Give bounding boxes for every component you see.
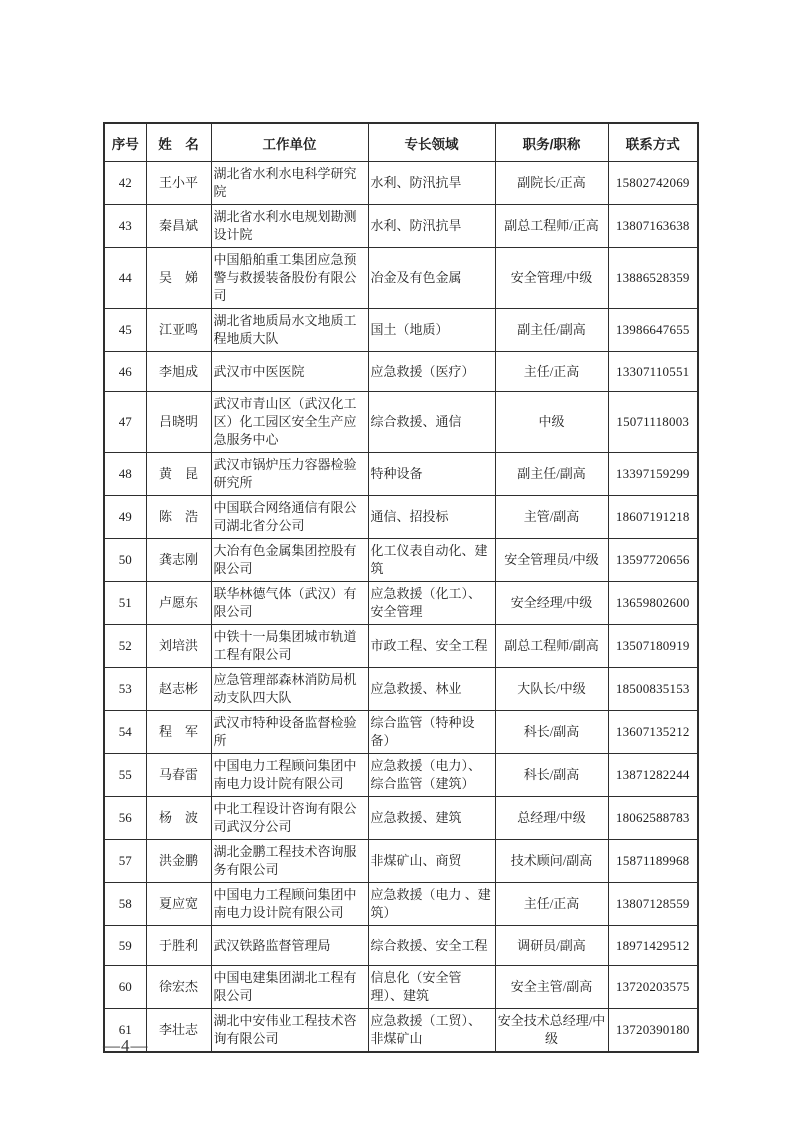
cell-position-title: 副主任/副高 [495, 453, 608, 496]
col-header-contact: 联系方式 [608, 123, 698, 162]
cell-name: 陈 浩 [146, 496, 211, 539]
cell-specialty: 应急救援（电力）、综合监管（建筑） [368, 754, 495, 797]
table-row [104, 711, 698, 754]
cell-work-unit: 联华林德气体（武汉）有限公司 [211, 582, 368, 625]
cell-phone: 15071118003 [608, 392, 698, 453]
page-number: —4— [103, 1036, 149, 1055]
cell-phone: 13886528359 [608, 248, 698, 309]
table-row [104, 668, 698, 711]
table-header-row [104, 123, 698, 162]
table-row [104, 539, 698, 582]
cell-phone: 13659802600 [608, 582, 698, 625]
cell-name: 秦昌斌 [146, 205, 211, 248]
cell-position-title: 副主任/副高 [495, 309, 608, 352]
cell-name: 吕晓明 [146, 392, 211, 453]
cell-work-unit: 中铁十一局集团城市轨道工程有限公司 [211, 625, 368, 668]
cell-serial-number: 48 [104, 453, 146, 496]
cell-serial-number: 47 [104, 392, 146, 453]
cell-serial-number: 57 [104, 840, 146, 883]
cell-position-title: 安全技术总经理/中级 [495, 1009, 608, 1053]
cell-serial-number: 54 [104, 711, 146, 754]
cell-name: 程 军 [146, 711, 211, 754]
table-row [104, 582, 698, 625]
cell-name: 卢愿东 [146, 582, 211, 625]
cell-work-unit: 湖北省水利水电科学研究院 [211, 162, 368, 205]
cell-serial-number: 56 [104, 797, 146, 840]
table-row [104, 352, 698, 392]
cell-name: 徐宏杰 [146, 966, 211, 1009]
table-row [104, 309, 698, 352]
cell-name: 江亚鸣 [146, 309, 211, 352]
table-row [104, 883, 698, 926]
cell-serial-number: 61 [104, 1009, 146, 1053]
cell-name: 黄 昆 [146, 453, 211, 496]
cell-position-title: 科长/副高 [495, 754, 608, 797]
col-header-name: 姓 名 [146, 123, 211, 162]
cell-work-unit: 武汉铁路监督管理局 [211, 926, 368, 966]
col-header-position-title: 职务/职称 [495, 123, 608, 162]
cell-position-title: 副总工程师/正高 [495, 205, 608, 248]
table-row [104, 453, 698, 496]
cell-position-title: 安全管理/中级 [495, 248, 608, 309]
cell-serial-number: 45 [104, 309, 146, 352]
cell-phone: 13720203575 [608, 966, 698, 1009]
table-row [104, 248, 698, 309]
cell-position-title: 副总工程师/副高 [495, 625, 608, 668]
cell-phone: 18500835153 [608, 668, 698, 711]
cell-work-unit: 湖北金鹏工程技术咨询服务有限公司 [211, 840, 368, 883]
cell-serial-number: 60 [104, 966, 146, 1009]
cell-name: 洪金鹏 [146, 840, 211, 883]
cell-name: 刘培洪 [146, 625, 211, 668]
table-row [104, 966, 698, 1009]
cell-work-unit: 中国电建集团湖北工程有限公司 [211, 966, 368, 1009]
cell-position-title: 副院长/正高 [495, 162, 608, 205]
table-row [104, 926, 698, 966]
cell-serial-number: 44 [104, 248, 146, 309]
cell-work-unit: 中国联合网络通信有限公司湖北省分公司 [211, 496, 368, 539]
cell-phone: 13607135212 [608, 711, 698, 754]
cell-specialty: 水利、防汛抗旱 [368, 162, 495, 205]
table-row [104, 797, 698, 840]
cell-work-unit: 大冶有色金属集团控股有限公司 [211, 539, 368, 582]
cell-work-unit: 湖北省地质局水文地质工程地质大队 [211, 309, 368, 352]
cell-serial-number: 51 [104, 582, 146, 625]
cell-phone: 13871282244 [608, 754, 698, 797]
cell-work-unit: 应急管理部森林消防局机动支队四大队 [211, 668, 368, 711]
table-row [104, 496, 698, 539]
cell-specialty: 化工仪表自动化、建筑 [368, 539, 495, 582]
cell-work-unit: 武汉市青山区（武汉化工区）化工园区安全生产应急服务中心 [211, 392, 368, 453]
col-header-specialty: 专长领域 [368, 123, 495, 162]
cell-position-title: 安全主管/副高 [495, 966, 608, 1009]
cell-phone: 18607191218 [608, 496, 698, 539]
cell-specialty: 应急救援（工贸）、非煤矿山 [368, 1009, 495, 1053]
cell-position-title: 主任/正高 [495, 352, 608, 392]
table-row [104, 625, 698, 668]
cell-name: 杨 波 [146, 797, 211, 840]
cell-phone: 13397159299 [608, 453, 698, 496]
cell-specialty: 综合监管（特种设备） [368, 711, 495, 754]
cell-specialty: 通信、招投标 [368, 496, 495, 539]
cell-phone: 18971429512 [608, 926, 698, 966]
cell-work-unit: 湖北省水利水电规划勘测设计院 [211, 205, 368, 248]
cell-specialty: 水利、防汛抗旱 [368, 205, 495, 248]
cell-serial-number: 52 [104, 625, 146, 668]
cell-name: 李旭成 [146, 352, 211, 392]
cell-serial-number: 58 [104, 883, 146, 926]
cell-specialty: 应急救援、建筑 [368, 797, 495, 840]
cell-specialty: 国土（地质） [368, 309, 495, 352]
cell-name: 吴 娣 [146, 248, 211, 309]
cell-work-unit: 中国电力工程顾问集团中南电力设计院有限公司 [211, 883, 368, 926]
cell-name: 王小平 [146, 162, 211, 205]
cell-serial-number: 43 [104, 205, 146, 248]
cell-work-unit: 武汉市中医医院 [211, 352, 368, 392]
table-row [104, 754, 698, 797]
table-row [104, 840, 698, 883]
cell-work-unit: 中国电力工程顾问集团中南电力设计院有限公司 [211, 754, 368, 797]
cell-name: 夏应宽 [146, 883, 211, 926]
experts-table [103, 122, 699, 1053]
cell-position-title: 总经理/中级 [495, 797, 608, 840]
cell-phone: 13986647655 [608, 309, 698, 352]
table-row [104, 205, 698, 248]
cell-serial-number: 53 [104, 668, 146, 711]
cell-work-unit: 武汉市锅炉压力容器检验研究所 [211, 453, 368, 496]
cell-name: 于胜利 [146, 926, 211, 966]
cell-serial-number: 50 [104, 539, 146, 582]
cell-specialty: 综合救援、通信 [368, 392, 495, 453]
cell-phone: 13307110551 [608, 352, 698, 392]
col-header-work-unit: 工作单位 [211, 123, 368, 162]
cell-serial-number: 55 [104, 754, 146, 797]
table-row [104, 1009, 698, 1053]
cell-position-title: 中级 [495, 392, 608, 453]
cell-phone: 13507180919 [608, 625, 698, 668]
cell-specialty: 特种设备 [368, 453, 495, 496]
cell-specialty: 应急救援（电力 、建筑） [368, 883, 495, 926]
cell-phone: 13807163638 [608, 205, 698, 248]
cell-specialty: 应急救援（化工）、安全管理 [368, 582, 495, 625]
cell-position-title: 安全管理员/中级 [495, 539, 608, 582]
cell-position-title: 主任/正高 [495, 883, 608, 926]
cell-serial-number: 49 [104, 496, 146, 539]
cell-work-unit: 中北工程设计咨询有限公司武汉分公司 [211, 797, 368, 840]
cell-position-title: 调研员/副高 [495, 926, 608, 966]
cell-position-title: 科长/副高 [495, 711, 608, 754]
cell-serial-number: 42 [104, 162, 146, 205]
cell-specialty: 非煤矿山、商贸 [368, 840, 495, 883]
cell-position-title: 大队长/中级 [495, 668, 608, 711]
cell-specialty: 综合救援、安全工程 [368, 926, 495, 966]
col-header-serial-number: 序号 [104, 123, 146, 162]
cell-phone: 13597720656 [608, 539, 698, 582]
cell-specialty: 应急救援（医疗） [368, 352, 495, 392]
cell-phone: 15802742069 [608, 162, 698, 205]
table-row [104, 162, 698, 205]
cell-serial-number: 46 [104, 352, 146, 392]
cell-position-title: 主管/副高 [495, 496, 608, 539]
cell-name: 李壮志 [146, 1009, 211, 1053]
cell-name: 赵志彬 [146, 668, 211, 711]
cell-specialty: 信息化（安全管理）、建筑 [368, 966, 495, 1009]
cell-serial-number: 59 [104, 926, 146, 966]
cell-phone: 13720390180 [608, 1009, 698, 1053]
cell-phone: 18062588783 [608, 797, 698, 840]
table-row [104, 392, 698, 453]
cell-work-unit: 湖北中安伟业工程技术咨询有限公司 [211, 1009, 368, 1053]
cell-work-unit: 武汉市特种设备监督检验所 [211, 711, 368, 754]
cell-name: 马春雷 [146, 754, 211, 797]
cell-work-unit: 中国船舶重工集团应急预警与救援装备股份有限公司 [211, 248, 368, 309]
cell-phone: 15871189968 [608, 840, 698, 883]
cell-specialty: 冶金及有色金属 [368, 248, 495, 309]
cell-phone: 13807128559 [608, 883, 698, 926]
cell-position-title: 技术顾问/副高 [495, 840, 608, 883]
cell-specialty: 应急救援、林业 [368, 668, 495, 711]
cell-specialty: 市政工程、安全工程 [368, 625, 495, 668]
cell-position-title: 安全经理/中级 [495, 582, 608, 625]
cell-name: 龚志刚 [146, 539, 211, 582]
